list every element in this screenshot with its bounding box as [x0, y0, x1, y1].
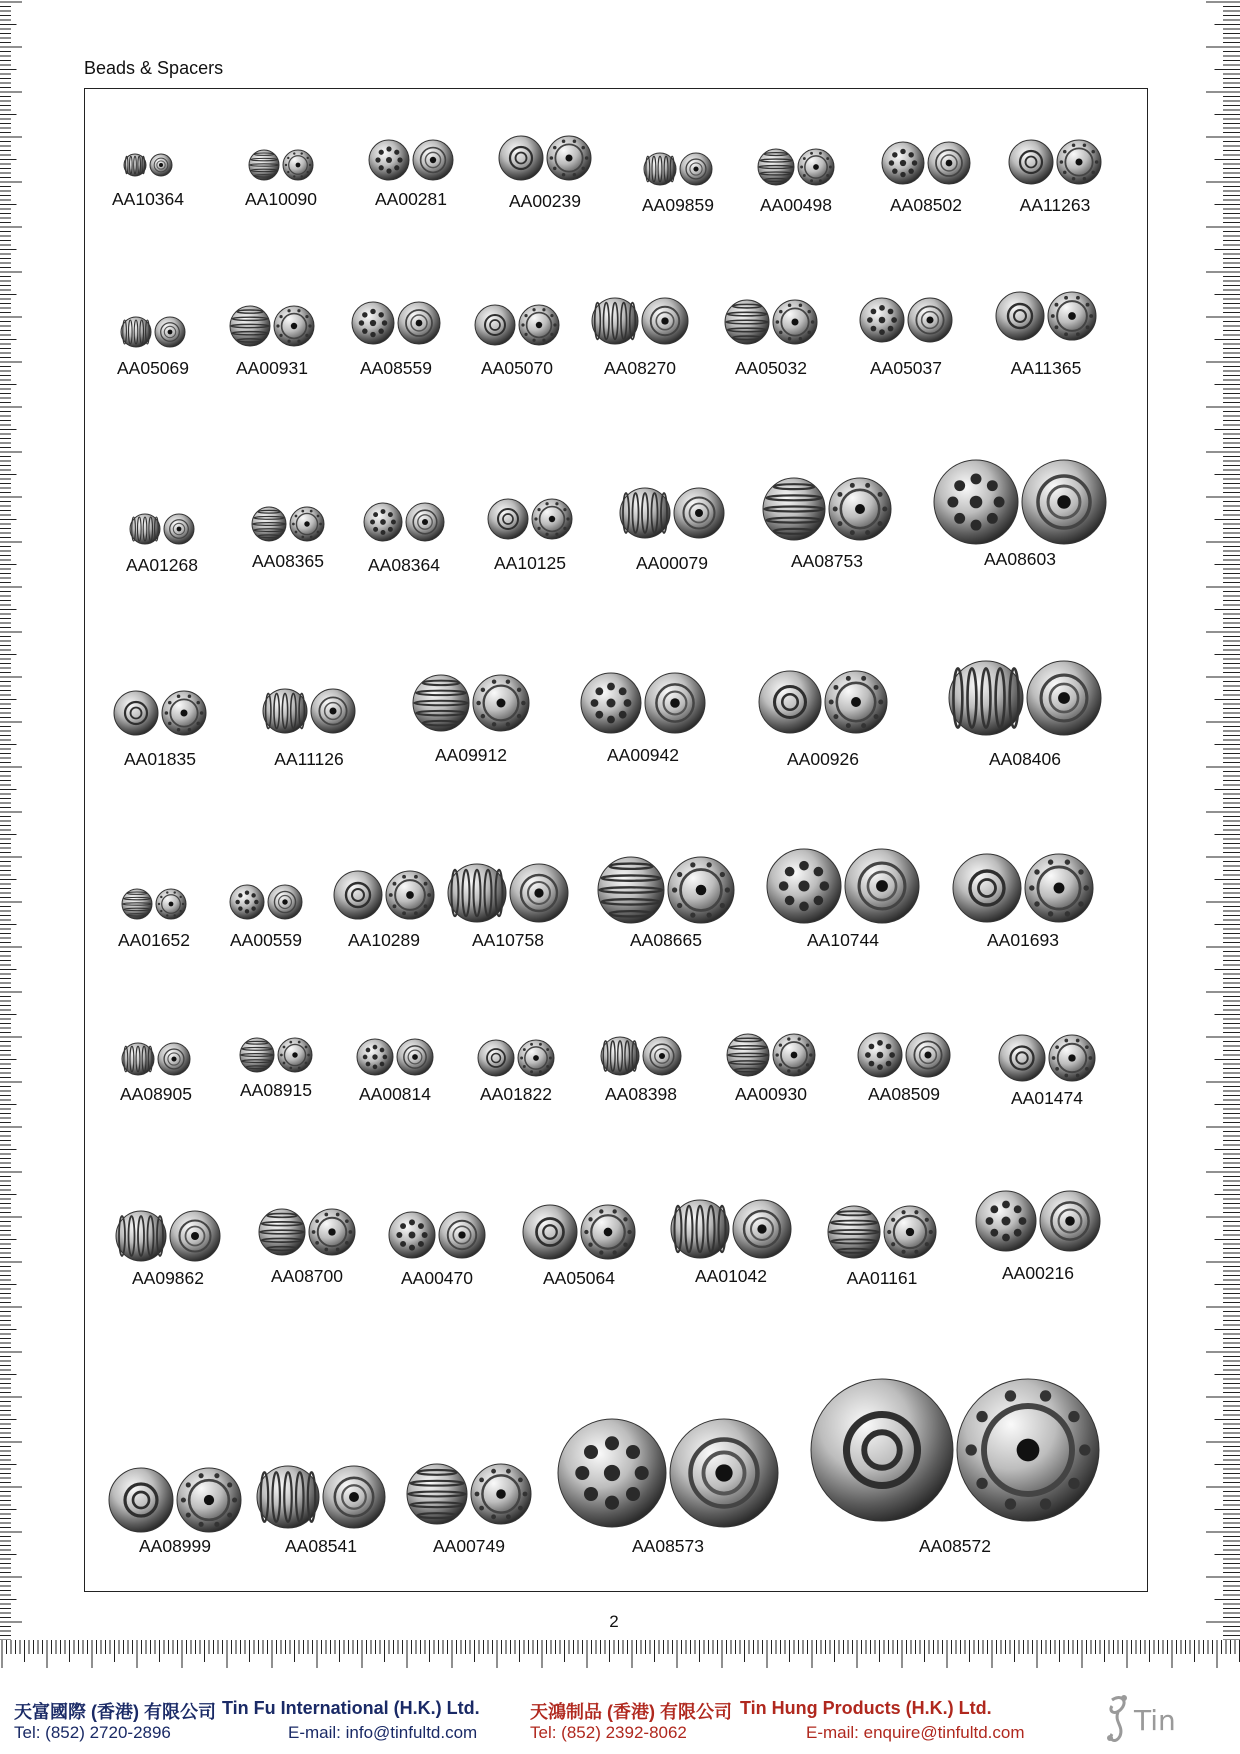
- bead-image-aa00931: [229, 305, 315, 347]
- bead-image-aa05064: [522, 1204, 636, 1260]
- bead-image-aa01161: [827, 1205, 937, 1259]
- bead-image-aa00749: [406, 1463, 532, 1525]
- left-ruler: [0, 0, 24, 1650]
- bead-image-aa08572: [810, 1378, 1100, 1522]
- bead-image-aa08559: [351, 301, 441, 345]
- company2-name-english: Tin Hung Products (H.K.) Ltd.: [740, 1698, 992, 1718]
- company1-tel: Tel: (852) 2720-2896: [14, 1723, 171, 1742]
- product-code-aa05032: AA05032: [734, 358, 808, 378]
- product-code-aa00814: AA00814: [358, 1084, 432, 1104]
- bead-image-aa08915: [239, 1037, 313, 1073]
- product-code-aa08603: AA08603: [983, 549, 1057, 569]
- bead-image-aa11365: [995, 291, 1097, 341]
- product-code-aa11365: AA11365: [1010, 358, 1082, 378]
- product-code-aa08509: AA08509: [867, 1084, 941, 1104]
- bead-image-aa00239: [498, 135, 592, 181]
- product-code-aa05037: AA05037: [869, 358, 943, 378]
- product-code-aa08398: AA08398: [604, 1084, 678, 1104]
- bead-image-aa01474: [998, 1034, 1096, 1082]
- product-code-aa01822: AA01822: [479, 1084, 553, 1104]
- product-code-aa08406: AA08406: [988, 749, 1062, 769]
- bead-image-aa08406: [948, 660, 1102, 736]
- product-code-aa08365: AA08365: [251, 551, 325, 571]
- bead-image-aa08753: [762, 477, 892, 541]
- bead-image-aa08573: [557, 1418, 779, 1528]
- bead-image-aa00930: [726, 1033, 816, 1077]
- product-code-aa11263: AA11263: [1019, 195, 1091, 215]
- product-code-aa00749: AA00749: [432, 1536, 506, 1556]
- logo-text: Tin: [1134, 1704, 1176, 1737]
- bead-image-aa11126: [262, 688, 356, 734]
- bead-image-aa00814: [356, 1038, 434, 1076]
- product-code-aa01268: AA01268: [125, 555, 199, 575]
- section-title: Beads & Spacers: [84, 58, 224, 78]
- company1-name-chinese: 天富國際 (香港) 有限公司: [14, 1702, 216, 1722]
- product-code-aa08364: AA08364: [367, 555, 441, 575]
- product-code-aa10758: AA10758: [471, 930, 545, 950]
- bead-image-aa09859: [643, 152, 713, 186]
- bottom-ruler: [0, 1640, 1240, 1672]
- bead-image-aa00470: [388, 1211, 486, 1259]
- product-code-aa00931: AA00931: [235, 358, 309, 378]
- product-code-aa10125: AA10125: [493, 553, 567, 573]
- product-code-aa00079: AA00079: [635, 553, 709, 573]
- product-code-aa09859: AA09859: [641, 195, 715, 215]
- company-logo: [1098, 1690, 1208, 1748]
- product-code-aa08905: AA08905: [119, 1084, 193, 1104]
- bead-image-aa05037: [859, 297, 953, 343]
- product-code-aa05069: AA05069: [116, 358, 190, 378]
- bead-image-aa08270: [591, 297, 689, 345]
- bead-image-aa10744: [766, 848, 920, 924]
- company1-email: E-mail: info@tinfultd.com: [288, 1723, 478, 1742]
- product-code-aa05070: AA05070: [480, 358, 554, 378]
- product-code-aa05064: AA05064: [542, 1268, 616, 1288]
- bead-image-aa00281: [368, 139, 454, 181]
- product-code-aa08541: AA08541: [284, 1536, 358, 1556]
- bead-image-aa00079: [619, 487, 725, 539]
- bead-image-aa08398: [600, 1036, 682, 1076]
- product-code-aa08502: AA08502: [889, 195, 963, 215]
- product-code-aa00942: AA00942: [606, 745, 680, 765]
- bead-image-aa08905: [121, 1042, 191, 1076]
- bead-image-aa05032: [724, 299, 818, 345]
- product-code-aa08573: AA08573: [631, 1536, 705, 1556]
- bead-image-aa09912: [412, 674, 530, 732]
- bead-image-aa08541: [256, 1465, 386, 1529]
- bead-image-aa08502: [881, 141, 971, 185]
- bead-image-aa05069: [120, 316, 186, 348]
- bead-image-aa10125: [487, 498, 573, 540]
- bead-image-aa08364: [363, 502, 445, 542]
- bead-image-aa00498: [757, 148, 835, 186]
- bead-image-aa08999: [108, 1467, 242, 1533]
- product-code-aa08915: AA08915: [239, 1080, 313, 1100]
- bead-image-aa09862: [115, 1210, 221, 1262]
- bead-image-aa08365: [251, 506, 325, 542]
- bead-image-aa00216: [975, 1190, 1101, 1252]
- bead-image-aa01693: [952, 853, 1094, 923]
- footer: [0, 1690, 1240, 1754]
- product-code-aa08572: AA08572: [918, 1536, 992, 1556]
- product-code-aa01835: AA01835: [123, 749, 197, 769]
- product-code-aa08700: AA08700: [270, 1266, 344, 1286]
- bead-image-aa05070: [474, 304, 560, 346]
- product-code-aa09912: AA09912: [434, 745, 508, 765]
- product-code-aa01042: AA01042: [694, 1266, 768, 1286]
- product-code-aa08999: AA08999: [138, 1536, 212, 1556]
- product-code-aa00281: AA00281: [374, 189, 448, 209]
- product-code-aa09862: AA09862: [131, 1268, 205, 1288]
- product-code-aa00559: AA00559: [229, 930, 303, 950]
- page-number: 2: [609, 1612, 619, 1631]
- product-code-aa10289: AA10289: [347, 930, 421, 950]
- bead-image-aa01268: [129, 513, 195, 545]
- product-code-aa10744: AA10744: [806, 930, 880, 950]
- bead-image-aa01652: [121, 888, 187, 920]
- product-code-aa00930: AA00930: [734, 1084, 808, 1104]
- bead-image-aa08509: [857, 1032, 951, 1078]
- bead-image-aa10289: [333, 870, 435, 920]
- product-code-aa00498: AA00498: [759, 195, 833, 215]
- product-code-aa08753: AA08753: [790, 551, 864, 571]
- product-code-aa00239: AA00239: [508, 191, 582, 211]
- product-code-aa00216: AA00216: [1001, 1263, 1075, 1283]
- product-code-aa08559: AA08559: [359, 358, 433, 378]
- product-code-aa01161: AA01161: [846, 1268, 918, 1288]
- product-code-aa00926: AA00926: [786, 749, 860, 769]
- bead-image-aa01822: [477, 1039, 555, 1077]
- product-code-aa01652: AA01652: [117, 930, 191, 950]
- product-code-aa11126: AA11126: [274, 749, 344, 769]
- right-ruler: [1206, 0, 1240, 1650]
- bead-image-aa10090: [248, 149, 314, 181]
- bead-image-aa08603: [933, 459, 1107, 545]
- bead-image-aa08665: [597, 856, 735, 924]
- company2-email: E-mail: enquire@tinfultd.com: [806, 1723, 1025, 1742]
- company2-tel: Tel: (852) 2392-8062: [530, 1723, 687, 1742]
- bead-image-aa10758: [447, 863, 569, 923]
- product-code-aa10364: AA10364: [111, 189, 185, 209]
- product-code-aa08665: AA08665: [629, 930, 703, 950]
- bead-image-aa01042: [670, 1199, 792, 1259]
- bead-image-aa08700: [258, 1208, 356, 1256]
- product-code-aa00470: AA00470: [400, 1268, 474, 1288]
- bead-image-aa01835: [113, 690, 207, 736]
- product-code-aa08270: AA08270: [603, 358, 677, 378]
- bead-image-aa00926: [758, 670, 888, 734]
- bead-image-aa00559: [229, 884, 303, 920]
- company1-name-english: Tin Fu International (H.K.) Ltd.: [222, 1698, 480, 1718]
- product-code-aa01693: AA01693: [986, 930, 1060, 950]
- bead-image-aa10364: [123, 153, 173, 177]
- bead-image-aa11263: [1008, 139, 1102, 185]
- product-code-aa01474: AA01474: [1010, 1088, 1084, 1108]
- bead-image-aa00942: [580, 672, 706, 734]
- company2-name-chinese: 天鴻制品 (香港) 有限公司: [530, 1702, 732, 1722]
- product-code-aa10090: AA10090: [244, 189, 318, 209]
